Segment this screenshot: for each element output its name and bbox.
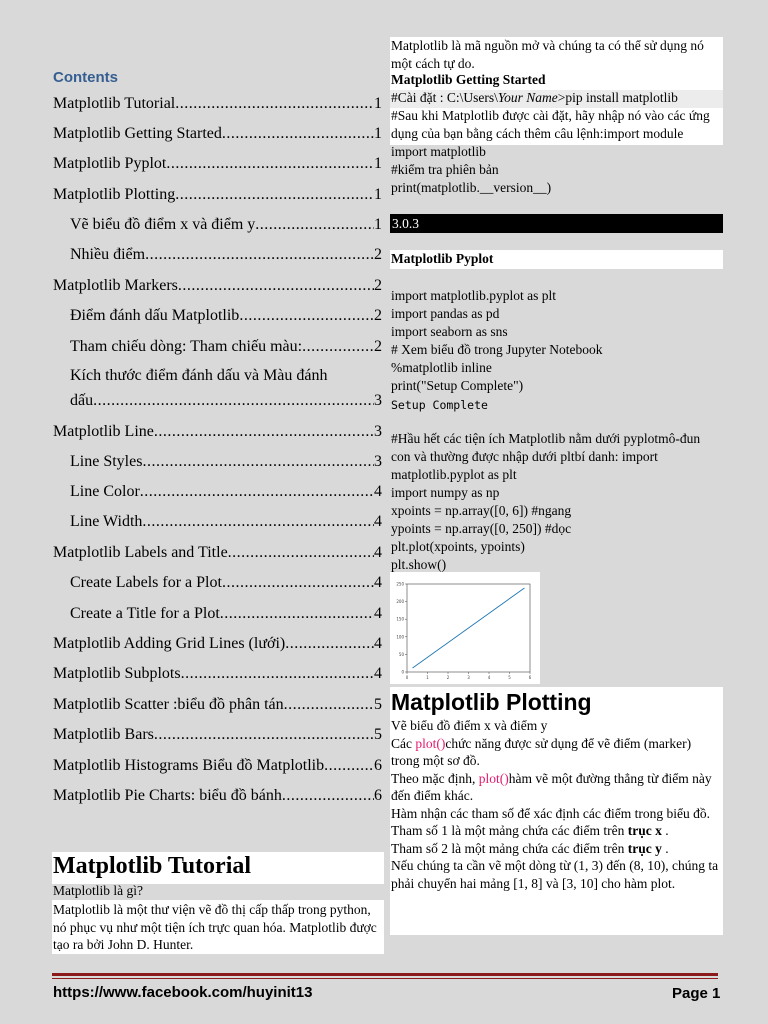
x-tick-label: 6 — [528, 675, 532, 680]
toc-entry-title: Line Styles — [70, 453, 143, 470]
toc-leader — [175, 94, 374, 113]
tutorial-body: Matplotlib là một thư viện vẽ đồ thị cấp thấp trong python, nó phục vụ như một tiện ích trực quan hóa. Matplotlib được tạo ra bởi John D. Hunter. — [53, 902, 377, 952]
toc-page-number: 3 — [374, 453, 382, 470]
version-output-bar — [390, 214, 723, 233]
code-line: plt.show() — [391, 557, 447, 572]
after-install-text — [391, 107, 721, 197]
install-command — [391, 90, 678, 106]
toc-entry[interactable] — [53, 664, 382, 683]
x-tick-label: 2 — [446, 675, 450, 680]
toc-entry[interactable] — [70, 215, 382, 234]
footer-page-number: Page 1 — [672, 985, 721, 1002]
toc-page-number: 2 — [374, 246, 382, 263]
code-comment: #Hầu hết các tiện ích Matplotlib nằm dưới pyplotmô-đun con và thường được nhập dưới pltbí danh: import matplotlib.pyplot as plt — [391, 431, 701, 482]
toc-entry[interactable] — [70, 512, 382, 531]
text: hàm vẽ một đường thẳng từ điểm này đến điểm khác. — [391, 770, 712, 803]
toc-page-number: 4 — [374, 513, 382, 530]
toc-entry[interactable] — [70, 573, 382, 592]
toc-leader — [285, 634, 374, 653]
text: . — [661, 823, 669, 838]
toc-entry[interactable] — [53, 725, 382, 744]
toc-entry[interactable] — [70, 245, 382, 264]
tutorial-question: Matplotlib là gì? — [53, 883, 143, 898]
toc-page-number: 1 — [374, 186, 382, 203]
y-tick-label: 250 — [396, 581, 404, 587]
plot-code-block — [391, 430, 721, 574]
x-tick-label: 4 — [487, 675, 491, 680]
text: chức năng được sử dụng để vẽ điểm (marker) trong một sơ đồ. — [391, 735, 692, 768]
toc-entry-title: Matplotlib Getting Started — [53, 125, 222, 142]
toc-entry-title: Line Color — [70, 483, 140, 500]
toc-leader — [181, 664, 374, 683]
toc-leader — [166, 154, 374, 173]
toc-entry-title: Matplotlib Scatter :biểu đồ phân tán — [53, 696, 284, 713]
toc-entry[interactable] — [70, 306, 382, 325]
pyplot-heading: Matplotlib Pyplot — [391, 251, 494, 266]
toc-leader — [154, 422, 374, 441]
x-tick-label: 0 — [405, 675, 409, 680]
toc-entry-title: Matplotlib Bars — [53, 726, 154, 743]
x-tick-label: 1 — [426, 675, 429, 680]
code-line: # Xem biểu đồ trong Jupyter Notebook — [391, 342, 603, 357]
plotting-paragraph: Hàm nhận các tham số để xác định các điểm trong biểu đồ. — [391, 805, 711, 821]
code-line: import seaborn as sns — [391, 324, 508, 339]
series-line — [413, 588, 525, 668]
toc-page-number: 2 — [374, 277, 382, 294]
toc-entry-title: Matplotlib Labels and Title — [53, 544, 228, 561]
toc-page-number: 3 — [374, 392, 382, 409]
footer-rule — [52, 973, 718, 976]
toc-entry-title-line1[interactable]: Kích thước điểm đánh dấu và Màu đánh — [70, 367, 328, 384]
toc-page-number: 4 — [374, 544, 382, 561]
toc-page-number: 4 — [374, 574, 382, 591]
footer-rule-thin — [52, 978, 718, 979]
code-line: import pandas as pd — [391, 306, 500, 321]
toc-entry-title: Vẽ biểu đồ điểm x và điểm y — [70, 216, 256, 233]
toc-page-number: 5 — [374, 726, 382, 743]
text: Theo mặc định, — [391, 770, 479, 786]
plotting-body — [391, 717, 721, 892]
plotting-paragraph — [391, 822, 721, 840]
plotting-subheading: Vẽ biểu đồ điểm x và điểm y — [391, 718, 548, 733]
toc-entry[interactable] — [53, 154, 382, 173]
text: Tham số 1 là một mảng chứa các điểm trên — [391, 823, 628, 838]
toc-leader — [142, 512, 374, 531]
toc-entry-title: Matplotlib Adding Grid Lines (lưới) — [53, 635, 286, 652]
toc-page-number: 4 — [374, 665, 382, 682]
code-line: print("Setup Complete") — [391, 378, 524, 393]
toc-leader — [302, 337, 374, 356]
toc-page-number: 3 — [374, 423, 382, 440]
toc-entry[interactable] — [53, 94, 382, 113]
toc-entry[interactable] — [70, 391, 382, 410]
toc-entry-title: Tham chiếu dòng: Tham chiếu màu: — [70, 338, 303, 355]
toc-leader — [93, 391, 374, 410]
tutorial-heading: Matplotlib Tutorial — [53, 853, 252, 879]
toc-leader — [220, 604, 374, 623]
code-line: import matplotlib.pyplot as plt — [391, 288, 556, 303]
toc-entry[interactable] — [53, 124, 382, 143]
toc-leader — [178, 276, 374, 295]
y-tick-label: 150 — [396, 616, 404, 622]
setup-output: Setup Complete — [391, 398, 488, 412]
toc-leader — [140, 482, 374, 501]
toc-entry-title: Matplotlib Markers — [53, 277, 178, 294]
after-install-comment: #Sau khi Matplotlib được cài đặt, hãy nhập nó vào các ứng dụng của bạn bằng cách thêm câu lệnh:import module — [391, 108, 710, 141]
print-version-line: print(matplotlib.__version__) — [391, 180, 552, 195]
toc-entry-title: Matplotlib Tutorial — [53, 95, 176, 112]
toc-leader — [282, 786, 374, 805]
toc-entry[interactable] — [53, 185, 382, 204]
code-line: xpoints = np.array([0, 6]) #ngang — [391, 503, 572, 518]
plot-function-name: plot() — [415, 735, 446, 751]
x-tick-label: 5 — [508, 675, 511, 680]
toc-page-number: 1 — [374, 216, 382, 233]
plotting-paragraph: Nếu chúng ta cần vẽ một dòng từ (1, 3) đến (8, 10), chúng ta phải chuyển hai mảng [1, 8] và [3, 10] cho hàm plot. — [391, 858, 719, 891]
y-tick-label: 50 — [398, 651, 404, 657]
toc-page-number: 1 — [374, 95, 382, 112]
toc-leader — [284, 695, 374, 714]
install-suffix: >pip install matplotlib — [557, 90, 678, 105]
axis-term: trục y — [627, 840, 662, 856]
toc-entry-title: Create Labels for a Plot — [70, 574, 222, 591]
toc-entry[interactable] — [53, 695, 382, 714]
toc-page-number: 6 — [374, 787, 382, 804]
toc-entry-title: Matplotlib Line — [53, 423, 154, 440]
toc-entry[interactable] — [70, 604, 382, 623]
plotting-paragraph — [391, 840, 721, 858]
toc-leader — [145, 245, 374, 264]
text: . — [661, 840, 669, 856]
toc-entry[interactable] — [53, 756, 382, 775]
plotting-heading: Matplotlib Plotting — [391, 689, 592, 715]
install-username: Your Name — [497, 90, 558, 105]
toc-leader — [222, 573, 374, 592]
toc-entry-title: Matplotlib Histograms Biểu đồ Matplotlib — [53, 757, 325, 774]
toc-entry[interactable] — [70, 482, 382, 501]
plot-function-name: plot() — [478, 770, 509, 786]
toc-page-number: 1 — [374, 125, 382, 142]
toc-entry[interactable] — [53, 422, 382, 441]
import-line: import matplotlib — [391, 144, 486, 159]
toc-entry[interactable] — [70, 337, 382, 356]
toc-page-number: 6 — [374, 757, 382, 774]
plotting-paragraph — [391, 770, 721, 805]
code-line: plt.plot(xpoints, ypoints) — [391, 539, 525, 554]
code-line: ypoints = np.array([0, 250]) #dọc — [391, 521, 572, 536]
toc-leader — [222, 124, 374, 143]
toc-entry[interactable] — [53, 786, 382, 805]
toc-page-number: 1 — [374, 155, 382, 172]
toc-entry-title: Matplotlib Plotting — [53, 186, 176, 203]
line-chart — [390, 572, 540, 684]
toc-leader — [324, 756, 374, 775]
toc-entry-title: Nhiều điểm — [70, 246, 146, 263]
toc-page-number: 4 — [374, 483, 382, 500]
plot-output-image — [390, 572, 540, 684]
footer-url[interactable]: https://www.facebook.com/huyinit13 — [53, 984, 313, 1001]
intro-text: Matplotlib là mã nguồn mở và chúng ta có thể sử dụng nó một cách tự do. — [391, 38, 704, 71]
toc-page-number: 2 — [374, 338, 382, 355]
toc-page-number: 2 — [374, 307, 382, 324]
y-tick-label: 100 — [396, 634, 404, 640]
x-tick-label: 3 — [467, 675, 470, 680]
toc-entry-title: Matplotlib Pyplot — [53, 155, 167, 172]
toc-entry-title: Matplotlib Pie Charts: biểu đồ bánh — [53, 787, 282, 804]
toc-page-number: 5 — [374, 696, 382, 713]
y-tick-label: 0 — [401, 669, 404, 675]
toc-leader — [239, 306, 374, 325]
toc-leader — [228, 543, 374, 562]
toc-heading: Contents — [53, 69, 118, 86]
text: Các — [391, 735, 416, 751]
toc-leader — [255, 215, 374, 234]
toc-page-number: 4 — [374, 635, 382, 652]
check-version-comment: #kiểm tra phiên bản — [391, 162, 499, 177]
code-line: %matplotlib inline — [391, 360, 492, 375]
toc-entry-title-line2: dấu — [70, 392, 94, 409]
toc-entry-title: Matplotlib Subplots — [53, 665, 181, 682]
toc-leader — [175, 185, 374, 204]
toc-entry-title: Create a Title for a Plot — [70, 605, 220, 622]
y-tick-label: 200 — [396, 599, 404, 605]
toc-entry[interactable] — [53, 634, 382, 653]
toc-entry[interactable] — [53, 276, 382, 295]
axis-term: trục x — [627, 823, 662, 838]
text: Tham số 2 là một mảng chứa các điểm trên — [391, 840, 628, 856]
toc-entry[interactable] — [70, 452, 382, 471]
toc-entry[interactable] — [53, 543, 382, 562]
toc-entry-title: Điểm đánh dấu Matplotlib — [70, 307, 240, 324]
toc-page-number: 4 — [374, 605, 382, 622]
pyplot-code-block — [391, 287, 721, 414]
getting-started-heading: Matplotlib Getting Started — [391, 72, 546, 87]
toc-entry-title: Line Width — [70, 513, 143, 530]
code-line: import numpy as np — [391, 485, 500, 500]
toc-leader — [142, 452, 374, 471]
version-output: 3.0.3 — [392, 216, 419, 231]
toc-leader — [154, 725, 374, 744]
install-prefix: #Cài đặt : C:\Users\ — [391, 90, 498, 105]
plotting-paragraph — [391, 735, 721, 770]
